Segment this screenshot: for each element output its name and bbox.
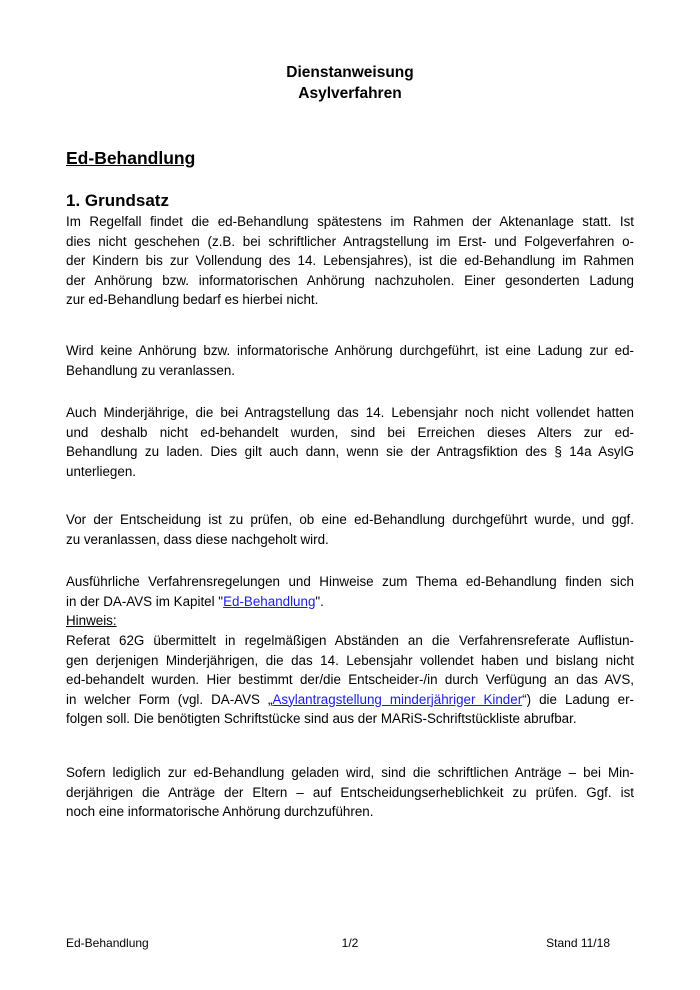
paragraph-7 [66,763,634,822]
section-heading: Ed-Behandlung [66,148,196,168]
paragraph-line: zur ed-Behandlung bedarf es hierbei nicht. [66,292,319,307]
document-subtitle: Asylverfahren [298,85,402,102]
paragraph-line: dies nicht geschehen (z.B. bei schriftlicher Antragstellung im Erst- und Folgeverfahren o- [66,233,634,249]
paragraph-line [66,690,634,710]
paragraph-line [66,592,634,612]
paragraph-line: Vor der Entscheidung ist zu prüfen, ob eine ed-Behandlung durchgeführt wurde, und ggf. [66,512,634,527]
hint-label: Hinweis: [66,613,117,628]
paragraph-line: ed-behandelt wurden. Hier bestimmt der/die Entscheider-/in durch Verfügung an das AVS, [66,672,634,687]
paragraph-6 [66,631,634,729]
paragraph-line: Ausführliche Verfahrensregelungen und Hinweise zum Thema ed-Behandlung finden sich [66,574,634,589]
paragraph-line: Auch Minderjährige, die bei Antragstellung das 14. Lebensjahr noch nicht vollendet hatten [66,405,634,420]
paragraph-line: Referat 62G übermittelt in regelmäßigen Abständen an die Verfahrensreferate Auflistun- [66,633,634,648]
text-fragment: ". [315,593,324,609]
paragraph-3 [66,403,634,481]
footer-version: Stand 11/18 [546,936,610,950]
paragraph-line: Im Regelfall findet die ed-Behandlung spätestens im Rahmen der Aktenanlage statt. Ist [66,214,634,229]
paragraph-line: Sofern lediglich zur ed-Behandlung geladen wird, sind die schriftlichen Anträge – bei Min- [66,765,634,780]
footer-page-number: 1/2 [341,936,359,950]
text-fragment: in der DA-AVS im Kapitel " [66,593,224,609]
paragraph-line: Behandlung zu laden. Dies gilt auch dann, wenn sie der Antragsfiktion des § 14a AsylG [66,444,634,459]
paragraph-4 [66,510,634,549]
paragraph-line: zu veranlassen, dass diese nachgeholt wird. [66,531,329,547]
paragraph-line: und deshalb nicht ed-behandelt wurden, sind bei Erreichen dieses Alters zur ed- [66,424,634,440]
paragraph-line: der Kindern bis zur Vollendung des 14. Lebensjahres), ist die ed-Behandlung im Rahmen [66,253,634,268]
sub-heading: 1. Grundsatz [66,191,169,210]
paragraph-1 [66,212,634,310]
paragraph-line: gen derjenigen Minderjährigen, die das 14. Lebensjahr vollendet haben und bislang nicht [66,652,634,668]
footer-chapter: Ed-Behandlung [66,936,149,950]
paragraph-line: Wird keine Anhörung bzw. informatorische Anhörung durchgeführt, ist eine Ladung zur ed- [66,343,634,358]
paragraph-line: unterliegen. [66,463,136,479]
paragraph-5 [66,572,634,631]
text-fragment: “) die Ladung er- [522,691,634,707]
paragraph-line: noch eine informatorische Anhörung durchzuführen. [66,804,374,819]
link-ed-behandlung[interactable]: Ed-Behandlung [223,593,316,609]
document-title: Dienstanweisung [286,64,414,81]
link-asylantragstellung-minderjaehriger-kinder[interactable]: Asylantragstellung minderjähriger Kinder [272,691,523,707]
paragraph-line: derjährigen die Anträge der Eltern – auf Entscheidungserheblichkeit zu prüfen. Ggf. ist [66,784,634,800]
paragraph-line: folgen soll. Die benötigten Schriftstücke sind aus der MARiS-Schriftstückliste abrufbar. [66,711,577,726]
text-fragment: in welcher Form (vgl. DA-AVS „ [66,691,273,707]
paragraph-line: der Anhörung bzw. informatorischen Anhörung nachzuholen. Einer gesonderten Ladung [66,272,634,288]
paragraph-2 [66,341,634,380]
paragraph-line: Behandlung zu veranlassen. [66,362,235,378]
